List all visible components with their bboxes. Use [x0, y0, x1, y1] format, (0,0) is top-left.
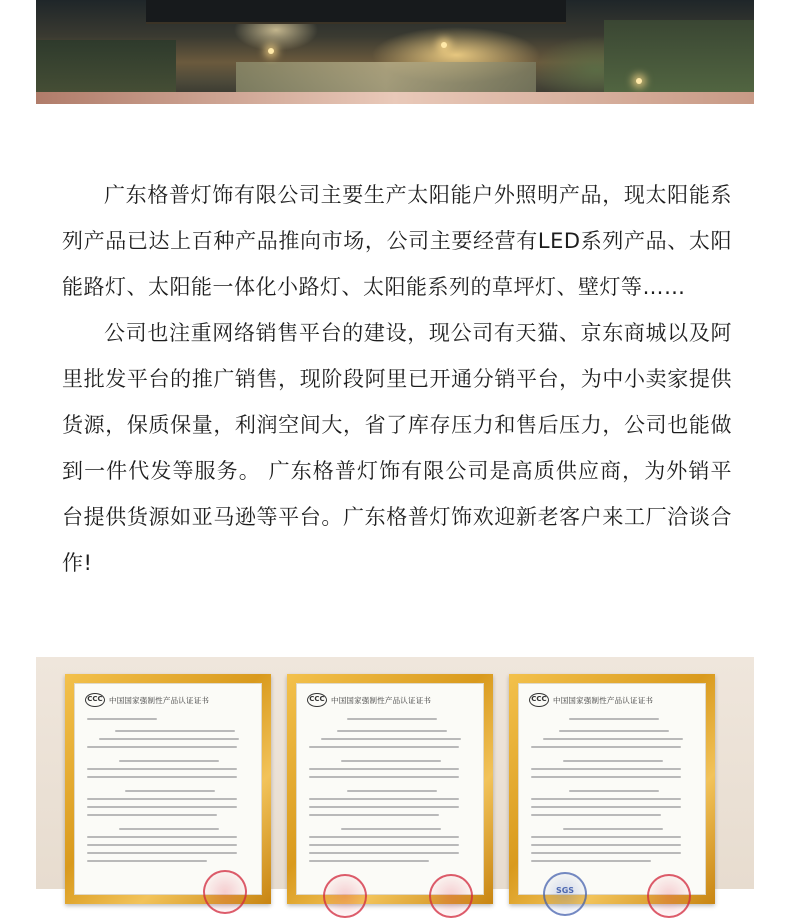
cert-text-line	[87, 836, 237, 838]
cert-text-line	[531, 746, 681, 748]
banner-wall	[36, 92, 754, 104]
banner-roof	[146, 0, 566, 24]
cert-text-line	[125, 790, 215, 792]
certificate-paper	[74, 683, 262, 895]
certificate-title: 中国国家强制性产品认证证书	[331, 696, 432, 705]
cert-text-line	[309, 860, 429, 862]
certificate-paper	[518, 683, 706, 895]
certificate-paper	[296, 683, 484, 895]
company-intro	[62, 172, 732, 586]
cert-text-line	[531, 798, 681, 800]
certificate-title: 中国国家强制性产品认证证书	[109, 696, 210, 705]
cert-text-line	[87, 860, 207, 862]
red-seal-icon	[203, 870, 247, 914]
cert-text-line	[309, 806, 459, 808]
sgs-seal-label: SGS	[555, 886, 575, 895]
banner-lamp	[268, 48, 274, 54]
banner-photo	[36, 0, 754, 104]
cert-text-line	[569, 718, 659, 720]
cert-text-line	[543, 738, 683, 740]
cert-text-line	[87, 806, 237, 808]
cert-text-line	[337, 730, 447, 732]
cert-text-line	[309, 852, 459, 854]
cert-text-line	[341, 760, 441, 762]
cert-text-line	[563, 760, 663, 762]
cert-text-line	[321, 738, 461, 740]
cert-text-line	[87, 776, 237, 778]
cert-text-line	[531, 844, 681, 846]
cert-text-line	[531, 836, 681, 838]
cert-text-line	[531, 814, 661, 816]
cert-text-line	[99, 738, 239, 740]
cert-text-line	[87, 768, 237, 770]
certificate-card	[287, 674, 493, 904]
cert-text-line	[531, 860, 651, 862]
cert-text-line	[309, 798, 459, 800]
red-seal-icon	[323, 874, 367, 918]
banner-lamp	[441, 42, 447, 48]
ccc-logo-icon: CCC	[307, 693, 327, 707]
cert-text-line	[531, 852, 681, 854]
cert-text-line	[347, 718, 437, 720]
cert-text-line	[309, 746, 459, 748]
red-seal-icon	[429, 874, 473, 918]
intro-paragraph-2: 公司也注重网络销售平台的建设，现公司有天猫、京东商城以及阿里批发平台的推广销售，现阶段阿里已开通分销平台，为中小卖家提供货源，保质保量，利润空间大，省了库存压力和售后压力，公司也能做到一件代发等服务。 广东格普灯饰有限公司是高质供应商，为外销平台提供货源如亚马逊等平台。广东格普灯饰欢迎新老客户来工厂洽谈合作!	[62, 321, 732, 575]
cert-text-line	[341, 828, 441, 830]
cert-text-line	[531, 806, 681, 808]
banner-pool	[236, 62, 536, 92]
cert-text-line	[115, 730, 235, 732]
cert-text-line	[87, 852, 237, 854]
cert-text-line	[309, 776, 459, 778]
certificate-card	[509, 674, 715, 904]
cert-text-line	[309, 814, 439, 816]
certificate-card	[65, 674, 271, 904]
cert-text-line	[309, 836, 459, 838]
cert-text-line	[531, 776, 681, 778]
cert-text-line	[119, 760, 219, 762]
cert-text-line	[119, 828, 219, 830]
cert-text-line	[87, 798, 237, 800]
certificates-section	[36, 657, 754, 895]
cert-text-line	[531, 768, 681, 770]
intro-paragraph-1: 广东格普灯饰有限公司主要生产太阳能户外照明产品，现太阳能系列产品已达上百种产品推向市场，公司主要经营有LED系列产品、太阳能路灯、太阳能一体化小路灯、太阳能系列的草坪灯、壁灯等……	[62, 183, 732, 299]
cert-text-line	[309, 844, 459, 846]
sgs-seal-icon	[543, 872, 587, 916]
cert-text-line	[87, 746, 237, 748]
cert-text-line	[87, 814, 217, 816]
cert-text-line	[563, 828, 663, 830]
certificate-title: 中国国家强制性产品认证证书	[553, 696, 654, 705]
ccc-logo-icon: CCC	[85, 693, 105, 707]
red-seal-icon	[647, 874, 691, 918]
cert-text-line	[559, 730, 669, 732]
cert-text-line	[87, 844, 237, 846]
banner-lamp	[636, 78, 642, 84]
cert-text-line	[569, 790, 659, 792]
cert-text-line	[309, 768, 459, 770]
ccc-logo-icon: CCC	[529, 693, 549, 707]
cert-text-line	[347, 790, 437, 792]
cert-text-line	[87, 718, 157, 720]
